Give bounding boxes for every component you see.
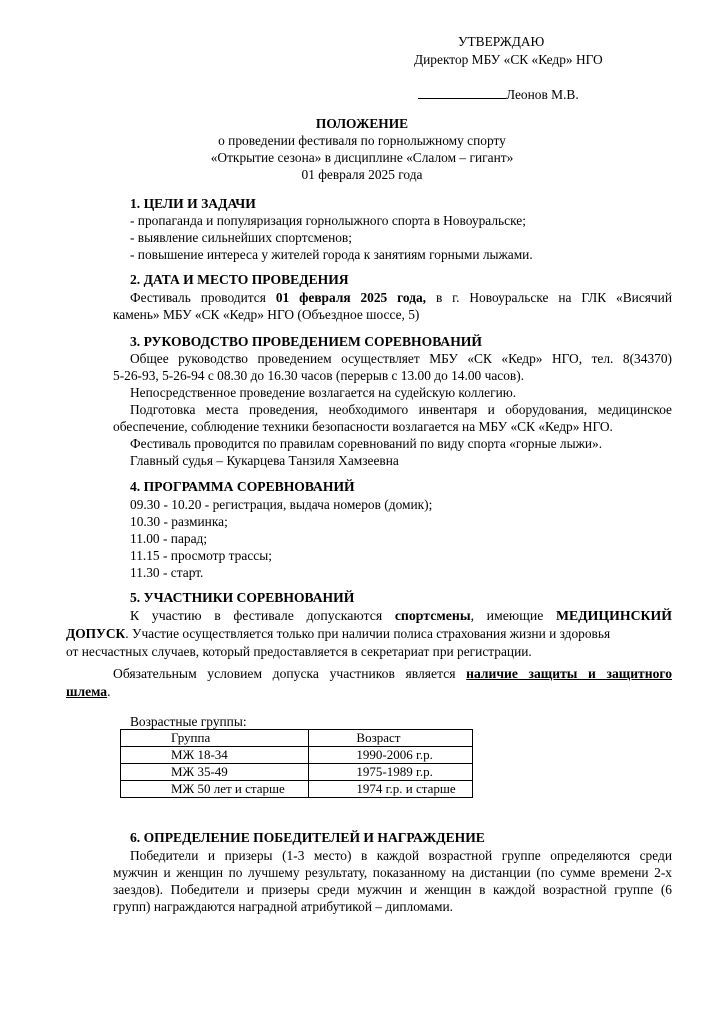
section-2-line-1: Фестиваль проводится 01 февраля 2025 года, в г. Новоуральске на ГЛК «Висячий [130, 290, 672, 305]
schedule-item: 10.30 - разминка; [130, 514, 228, 529]
section-3-paragraph-1: Общее руководство проведением осуществляет МБУ «СК «Кедр» НГО, тел. 8(34370) [130, 351, 672, 366]
section-3-paragraph-1-cont: 5-26-93, 5-26-94 с 08.30 до 16.30 часов (перерыв с 13.00 до 14.00 часов). [113, 368, 525, 383]
table-cell: 1974 г.р. и старше [309, 781, 473, 798]
section-1-heading: 1. ЦЕЛИ И ЗАДАЧИ [130, 196, 256, 211]
table-header-cell: Возраст [309, 730, 473, 747]
schedule-item: 09.30 - 10.20 - регистрация, выдача номеров (домик); [130, 497, 433, 512]
table-header-cell: Группа [121, 730, 309, 747]
table-cell: 1975-1989 г.р. [309, 764, 473, 781]
table-cell: 1990-2006 г.р. [309, 747, 473, 764]
section-5-paragraph-1-line-2: ДОПУСК. Участие осуществляется только при наличии полиса страхования жизни и здоровья [66, 626, 611, 641]
section-6-line-4: групп) награждаются наградной атрибутикой – дипломами. [113, 899, 453, 914]
schedule-item: 11.30 - старт. [130, 565, 204, 580]
table-cell: МЖ 50 лет и старше [121, 781, 309, 798]
approval-signature [418, 86, 579, 103]
age-groups-label: Возрастные группы: [130, 714, 247, 729]
table-cell: МЖ 35-49 [121, 764, 309, 781]
section-5-heading: 5. УЧАСТНИКИ СОРЕВНОВАНИЙ [130, 590, 355, 605]
table-row [121, 781, 473, 798]
approval-title: УТВЕРЖДАЮ [458, 34, 545, 49]
schedule-item: 11.00 - парад; [130, 531, 208, 546]
signature-line [418, 86, 506, 99]
section-4-heading: 4. ПРОГРАММА СОРЕВНОВАНИЙ [130, 479, 355, 494]
section-6-heading: 6. ОПРЕДЕЛЕНИЕ ПОБЕДИТЕЛЕЙ И НАГРАЖДЕНИЕ [130, 830, 485, 845]
section-5-paragraph-2-line-1: Обязательным условием допуска участников является наличие защиты и защитного [113, 666, 672, 681]
section-6-line-1: Победители и призеры (1-3 место) в каждой возрастной группе определяются среди [130, 848, 672, 863]
section-2-heading: 2. ДАТА И МЕСТО ПРОВЕДЕНИЯ [130, 272, 349, 287]
section-5-paragraph-1-line-3: от несчастных случаев, который предоставляется в секретариат при регистрации. [66, 644, 532, 659]
section-1-item: - выявление сильнейших спортсменов; [130, 230, 352, 245]
signature-name: Леонов М.В. [506, 87, 579, 102]
section-3-paragraph-3: Подготовка места проведения, необходимого инвентаря и оборудования, медицинское [130, 402, 672, 417]
section-2-line-2: камень» МБУ «СК «Кедр» НГО (Объездное шоссе, 5) [113, 307, 420, 322]
approval-position: Директор МБУ «СК «Кедр» НГО [414, 52, 603, 67]
document-subtitle-2: «Открытие сезона» в дисциплине «Слалом – гигант» [210, 150, 514, 165]
section-3-paragraph-3-cont: обеспечение, соблюдение техники безопасности возлагается на МБУ «СК «Кедр» НГО. [113, 419, 613, 434]
section-5-paragraph-2-line-2: шлема. [66, 684, 111, 699]
section-6-line-3: заездов). Победители и призеры среди мужчин и женщин в каждой возрастной группе (6 [113, 882, 672, 897]
table-header-row [121, 730, 473, 747]
section-5-paragraph-1-line-1: К участию в фестивале допускаются спортсмены, имеющие МЕДИЦИНСКИЙ [130, 608, 673, 623]
section-3-heading: 3. РУКОВОДСТВО ПРОВЕДЕНИЕМ СОРЕВНОВАНИЙ [130, 334, 482, 349]
document-subtitle-1: о проведении фестиваля по горнолыжному спорту [218, 133, 506, 148]
document-date: 01 февраля 2025 года [301, 167, 423, 182]
table-row [121, 747, 473, 764]
table-cell: МЖ 18-34 [121, 747, 309, 764]
section-3-paragraph-2: Непосредственное проведение возлагается на судейскую коллегию. [130, 385, 517, 400]
document-title: ПОЛОЖЕНИЕ [315, 116, 409, 131]
section-1-item: - пропаганда и популяризация горнолыжного спорта в Новоуральске; [130, 213, 526, 228]
table-row [121, 764, 473, 781]
schedule-item: 11.15 - просмотр трассы; [130, 548, 272, 563]
section-1-item: - повышение интереса у жителей города к занятиям горными лыжами. [130, 247, 533, 262]
section-3-paragraph-4: Фестиваль проводится по правилам соревнований по виду спорта «горные лыжи». [130, 436, 603, 451]
section-6-line-2: мужчин и женщин по лучшему результату, показанному на дистанции (по сумме времени 2-х [113, 865, 672, 880]
age-groups-table [120, 729, 473, 798]
section-3-paragraph-5: Главный судья – Кукарцева Танзиля Хамзеевна [130, 453, 399, 468]
